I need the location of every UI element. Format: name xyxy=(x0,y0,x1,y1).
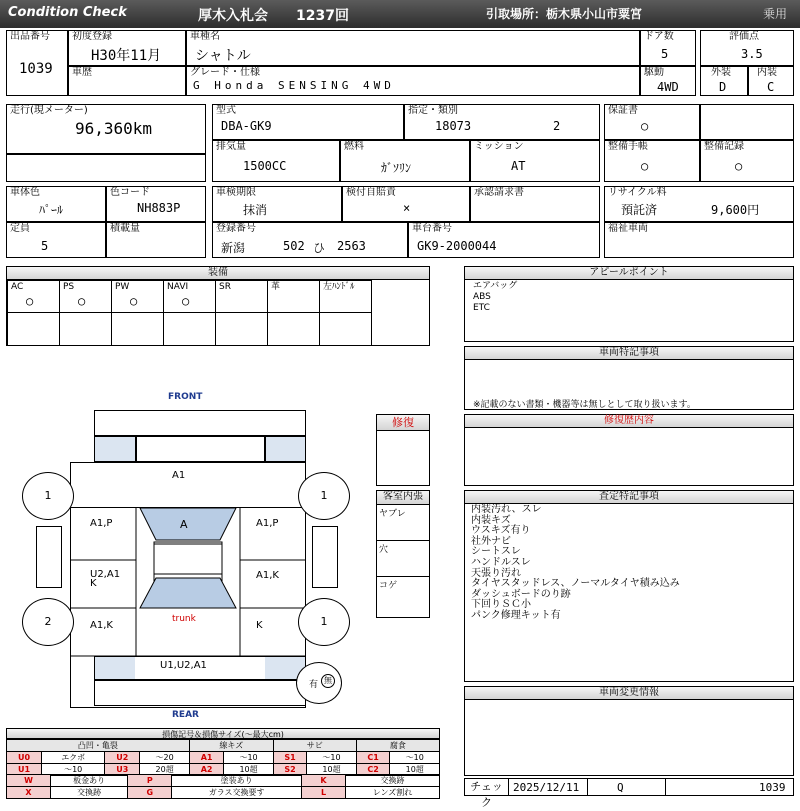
rear-fender-right-damage: K xyxy=(256,620,263,631)
fuel: ｶﾞｿﾘﾝ xyxy=(381,161,412,175)
load-cell xyxy=(106,222,206,258)
legend-desc: 〜10 xyxy=(307,752,356,764)
label: 型式 xyxy=(216,105,236,116)
equipment-name: PW xyxy=(115,282,130,292)
check-label: チェック xyxy=(465,779,509,795)
label: 初度登録 xyxy=(72,31,112,42)
designation-2: 2 xyxy=(553,119,561,133)
legend-desc: 10超 xyxy=(390,764,440,776)
front-door-right-damage: A1,P xyxy=(256,518,279,529)
windshield xyxy=(140,508,236,540)
legend-code: C1 xyxy=(356,752,390,764)
label: 車台番号 xyxy=(412,223,452,234)
car-name-cell xyxy=(186,30,640,66)
label: 駆動 xyxy=(644,67,664,78)
equipment-name: PS xyxy=(63,282,75,292)
legend-code: P xyxy=(128,775,172,787)
legend-title: 損傷記号＆損傷サイズ(〜最大cm) xyxy=(6,728,440,739)
color-code-cell xyxy=(106,186,206,222)
assessment-item: ダッシュボードのり跡 xyxy=(471,588,571,600)
rear-door-right-damage: A1,K xyxy=(256,570,279,581)
recycle-status: 預託済 xyxy=(621,203,658,217)
legend-code: W xyxy=(7,775,51,787)
check-no: 1039 xyxy=(759,781,786,794)
legend-code: K xyxy=(302,775,346,787)
maint-book: ○ xyxy=(641,159,649,173)
legend-desc: 塗装あり xyxy=(172,775,302,787)
cabin-title: 客室内張 xyxy=(377,491,429,505)
model: DBA-GK9 xyxy=(221,119,272,133)
legend-code: G xyxy=(128,787,172,799)
change-section xyxy=(464,686,794,776)
legend-desc: レンズ割れ xyxy=(346,787,440,799)
repair-title: 修復歴内容 xyxy=(465,415,793,428)
cabin-row-tear: ヤブレ xyxy=(377,505,429,541)
interior-cell xyxy=(748,66,794,96)
legend xyxy=(6,728,440,796)
cabin-box xyxy=(376,490,430,618)
change-title: 車両変更情報 xyxy=(465,687,793,700)
car-name: シャトル xyxy=(195,48,251,64)
assessment-item: 下回りＳＣ小 xyxy=(471,599,531,611)
equipment-blank xyxy=(215,312,268,346)
equipment-item xyxy=(7,280,60,313)
model-cell xyxy=(212,104,404,140)
legend-desc: エクボ xyxy=(42,752,105,764)
assessment-item: 内装汚れ、スレ xyxy=(471,504,542,515)
mirror-right xyxy=(312,526,338,588)
assessment-title: 査定特記事項 xyxy=(465,491,793,504)
check-date: 2025/12/11 xyxy=(513,781,580,794)
divider xyxy=(135,436,137,462)
label: 福祉車両 xyxy=(608,223,648,234)
tire-front-left: 1 xyxy=(22,472,74,520)
legend-desc: ガラス交換要す xyxy=(172,787,302,799)
legend-desc: 〜10 xyxy=(224,752,273,764)
grade: G Honda SENSING 4WD xyxy=(193,79,395,92)
listing-no: 1039 xyxy=(19,61,53,77)
label: 整備記録 xyxy=(704,141,744,152)
plate-number: 502 xyxy=(283,239,305,253)
repair-box xyxy=(376,414,430,486)
appeal-section xyxy=(464,266,794,342)
label: 承認請求書 xyxy=(474,187,524,198)
windshield-damage: A xyxy=(180,518,188,531)
rear-door-left-damage: U2,A1 K xyxy=(90,569,121,589)
mission: AT xyxy=(511,159,526,173)
rear-fender-left-damage: A1,K xyxy=(90,620,113,631)
color-cell xyxy=(6,186,106,222)
label: 排気量 xyxy=(216,141,246,152)
equipment-section xyxy=(6,266,430,346)
equipment-blank xyxy=(319,312,372,346)
legend-desc: 20超 xyxy=(140,764,189,776)
first-reg: H30年11月 xyxy=(91,48,162,64)
label: 車体色 xyxy=(10,187,40,198)
label: 保証書 xyxy=(608,105,638,116)
legend-desc: 〜10 xyxy=(42,764,105,776)
plate-kana: ひ xyxy=(313,241,326,255)
designation-cell xyxy=(404,104,600,140)
label: 検付自賠責 xyxy=(346,187,396,198)
designation-1: 18073 xyxy=(435,119,472,133)
assessment-item: タイヤスタッドレス、ノーマルタイヤ積み込み xyxy=(471,578,680,590)
doors-cell xyxy=(640,30,696,66)
first-reg-cell xyxy=(68,30,186,66)
legend-desc: 10超 xyxy=(307,764,356,776)
cabin-row-burn: コゲ xyxy=(379,581,398,591)
legend-desc: 交換跡 xyxy=(346,775,440,787)
equipment-mark: ○ xyxy=(182,294,190,308)
color-code: NH883P xyxy=(137,201,181,215)
legend-desc: 交換跡 xyxy=(51,787,128,799)
chassis-cell xyxy=(408,222,600,258)
roof xyxy=(154,544,222,574)
equipment-item xyxy=(215,280,268,313)
appeal-item: ABS xyxy=(473,292,491,302)
blank-cell xyxy=(700,104,794,140)
label: 登録番号 xyxy=(216,223,256,234)
special-note: ※記載のない書類・機器等は無しとして取り扱います。 xyxy=(473,400,696,410)
equipment-mark: ○ xyxy=(78,294,86,308)
assessment-item: 内装キズ xyxy=(471,514,511,526)
legend-code: U2 xyxy=(105,752,140,764)
drive: 4WD xyxy=(657,80,679,94)
fuel-cell xyxy=(340,140,470,182)
rear-damage: U1,U2,A1 xyxy=(160,660,207,671)
score-cell xyxy=(700,30,794,66)
recycle-cell xyxy=(604,186,794,222)
legend-code: U1 xyxy=(7,764,42,776)
assessment-item: 天張り汚れ xyxy=(471,567,521,579)
welfare-cell xyxy=(604,222,794,258)
mileage: 96,360km xyxy=(75,119,153,138)
equipment-grid xyxy=(7,280,431,346)
drive-cell xyxy=(640,66,696,96)
doors: 5 xyxy=(661,47,669,61)
header-bar xyxy=(0,0,800,28)
equipment-blank xyxy=(267,312,320,346)
legend-code: C2 xyxy=(356,764,390,776)
auction-name: 厚木入札会 xyxy=(198,8,268,24)
divider xyxy=(665,779,666,795)
label: 指定・類別 xyxy=(408,105,458,116)
legend-desc: 〜20 xyxy=(140,752,189,764)
check-code: Q xyxy=(617,781,624,794)
exterior: D xyxy=(719,80,727,94)
plate-cell xyxy=(212,222,408,258)
warranty: ○ xyxy=(641,119,649,133)
rear-label: REAR xyxy=(172,710,199,720)
spare-mark: 無 xyxy=(321,674,335,688)
assessment-list xyxy=(471,505,680,622)
legend-head: 腐食 xyxy=(356,740,439,752)
maint-book-cell xyxy=(604,140,700,182)
plate-serial: 2563 xyxy=(337,239,366,253)
legend-code: L xyxy=(302,787,346,799)
label: 車歴 xyxy=(72,67,92,78)
equipment-blank xyxy=(7,312,60,346)
label: 評価点 xyxy=(729,31,759,42)
equipment-blank xyxy=(111,312,164,346)
appeal-list xyxy=(473,281,517,314)
divider xyxy=(264,436,266,462)
legend-head: サビ xyxy=(273,740,356,752)
equipment-name: 革 xyxy=(271,282,281,292)
label: 走行(現メーター) xyxy=(10,105,88,116)
legend-desc: 10超 xyxy=(224,764,273,776)
mirror-left xyxy=(36,526,62,588)
equipment-name: NAVI xyxy=(167,282,189,292)
approval-cell xyxy=(470,186,600,222)
equipment-item xyxy=(111,280,164,313)
grade-cell xyxy=(186,66,640,96)
equipment-item xyxy=(59,280,112,313)
insurance: × xyxy=(403,201,411,215)
maint-record: ○ xyxy=(735,159,743,173)
label: 燃料 xyxy=(344,141,364,152)
legend-code: S1 xyxy=(273,752,306,764)
mission-cell xyxy=(470,140,600,182)
capacity-cell xyxy=(6,222,106,258)
equipment-title: 装備 xyxy=(7,267,429,280)
trunk-label: trunk xyxy=(172,614,196,624)
equipment-item xyxy=(319,280,372,313)
legend-desc: 板金あり xyxy=(51,775,128,787)
assessment-section xyxy=(464,490,794,682)
front-grille xyxy=(94,436,306,462)
repair-box-title: 修復 xyxy=(377,415,429,431)
brand-title: Condition Check xyxy=(8,5,127,20)
exterior-cell xyxy=(700,66,748,96)
blank-cell xyxy=(6,154,206,182)
warranty-cell xyxy=(604,104,700,140)
legend-code: S2 xyxy=(273,764,306,776)
special-section xyxy=(464,346,794,410)
special-title: 車両特記事項 xyxy=(465,347,793,360)
displacement: 1500CC xyxy=(243,159,287,173)
category: 乗用 xyxy=(763,7,788,21)
taillight-left xyxy=(95,657,135,679)
legend-code: A1 xyxy=(189,752,223,764)
legend-head: 線キズ xyxy=(189,740,273,752)
equipment-name: 左ﾊﾝﾄﾞﾙ xyxy=(323,282,355,292)
assessment-item: ウスキズ有り xyxy=(471,525,531,537)
label: 車検期限 xyxy=(216,187,256,198)
interior: C xyxy=(767,80,775,94)
hood-damage: A1 xyxy=(172,470,186,481)
tire-front-right: 1 xyxy=(298,472,350,520)
appeal-item: ETC xyxy=(473,303,490,313)
front-door-left-damage: A1,P xyxy=(90,518,113,529)
legend-table-2 xyxy=(6,774,440,799)
spare-tire xyxy=(296,662,342,704)
legend-code: X xyxy=(7,787,51,799)
tire-rear-left: 2 xyxy=(22,598,74,646)
appeal-item: エアバッグ xyxy=(473,281,518,291)
equipment-mark: ○ xyxy=(130,294,138,308)
equipment-blank xyxy=(59,312,112,346)
cabin-row-hole: 穴 xyxy=(377,541,429,577)
recycle-amount: 9,600円 xyxy=(711,203,760,217)
chassis-no: GK9-2000044 xyxy=(417,239,497,253)
legend-code: U3 xyxy=(105,764,140,776)
spare-prefix: 有 xyxy=(309,680,319,690)
assessment-item: シートスレ xyxy=(471,546,521,558)
score: 3.5 xyxy=(741,47,763,61)
label: リサイクル料 xyxy=(608,187,667,198)
color: ﾊﾟｰﾙ xyxy=(39,203,64,217)
legend-table xyxy=(6,739,440,776)
plate-region: 新潟 xyxy=(221,241,246,255)
label: ミッション xyxy=(474,141,524,152)
label: 積載量 xyxy=(110,223,140,234)
listing-no-cell xyxy=(6,30,68,96)
legend-head: 凸凹・亀裂 xyxy=(7,740,190,752)
equipment-blank xyxy=(163,312,216,346)
inspection-cell xyxy=(212,186,342,222)
pickup-location: 引取場所：栃木県小山市粟宮 xyxy=(486,7,643,21)
legend-desc: 〜10 xyxy=(390,752,440,764)
divider xyxy=(587,779,588,795)
equipment-item xyxy=(163,280,216,313)
label: 出品番号 xyxy=(10,31,50,42)
insurance-cell xyxy=(342,186,470,222)
capacity: 5 xyxy=(41,239,49,253)
legend-code: A2 xyxy=(189,764,223,776)
label: 定員 xyxy=(10,223,30,234)
rear-window xyxy=(140,578,236,608)
label: 内装 xyxy=(757,67,777,78)
tire-rear-right: 1 xyxy=(298,598,350,646)
repair-section xyxy=(464,414,794,486)
front-bumper xyxy=(94,410,306,436)
equipment-name: AC xyxy=(11,282,24,292)
displacement-cell xyxy=(212,140,340,182)
label: 車種名 xyxy=(190,31,220,42)
front-label: FRONT xyxy=(168,392,203,402)
equipment-item xyxy=(267,280,320,313)
check-row xyxy=(464,778,794,809)
maint-record-cell xyxy=(700,140,794,182)
assessment-item: 社外ナビ xyxy=(471,535,511,547)
history-cell xyxy=(68,66,186,96)
mileage-cell xyxy=(6,104,206,154)
label: 外装 xyxy=(711,67,731,78)
assessment-item: パンク修理キット有 xyxy=(471,609,561,621)
label: 整備手帳 xyxy=(608,141,648,152)
rear-bumper xyxy=(94,680,306,706)
appeal-title: アピールポイント xyxy=(465,267,793,280)
legend-code: U0 xyxy=(7,752,42,764)
equipment-mark: ○ xyxy=(26,294,34,308)
assessment-item: ハンドルスレ xyxy=(471,556,531,568)
lot-number: 1237回 xyxy=(296,8,349,24)
label: グレード・仕様 xyxy=(190,67,260,78)
equipment-name: SR xyxy=(219,282,231,292)
label: ドア数 xyxy=(644,31,674,42)
label: 色コード xyxy=(110,187,150,198)
inspection: 抹消 xyxy=(243,203,268,217)
